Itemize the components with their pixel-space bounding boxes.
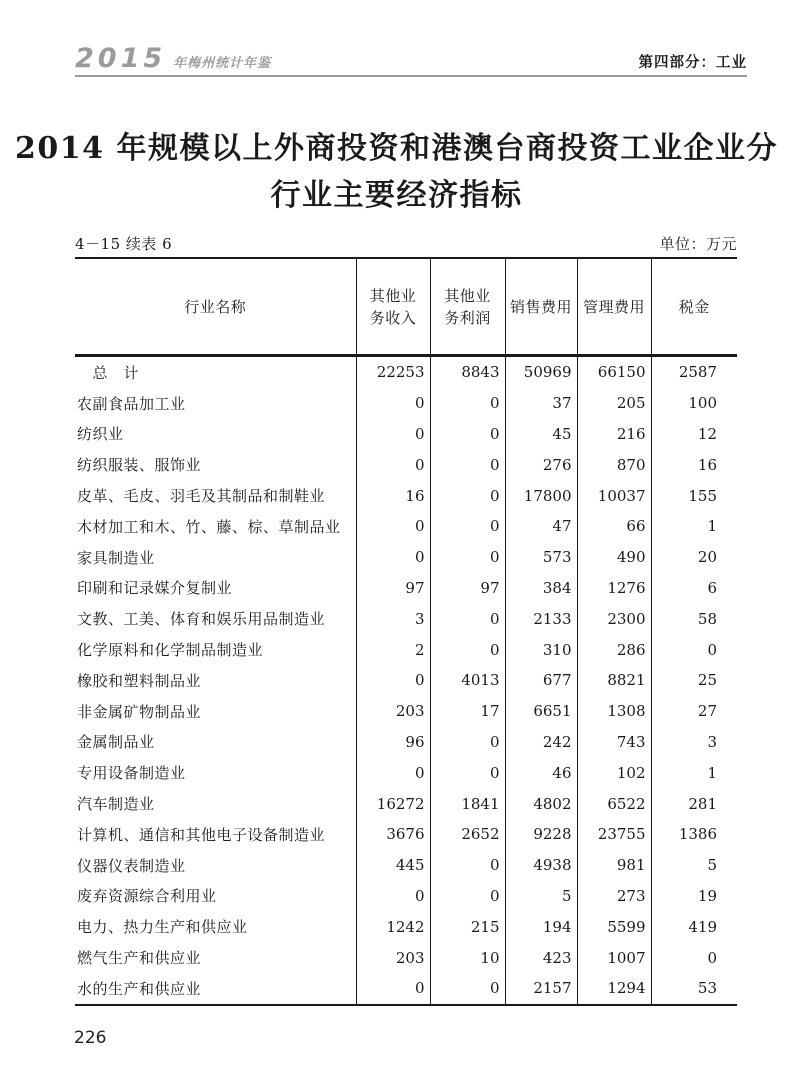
table-row [75,542,737,573]
value-cell: 384 [505,573,577,604]
industry-name-cell: 废弃资源综合利用业 [77,887,217,906]
industry-name-cell: 非金属矿物制品业 [77,702,202,721]
value-cell: 155 [651,480,737,511]
industry-name-cell: 农副食品加工业 [77,394,186,413]
unit-label: 单位：万元 [659,235,737,253]
value-cell: 1841 [430,788,505,819]
table-row [75,356,737,388]
value-cell: 1007 [577,942,651,973]
table-row [75,573,737,604]
table-row [75,634,737,665]
value-cell: 4938 [505,850,577,881]
value-cell: 10 [430,942,505,973]
value-cell: 37 [505,388,577,419]
value-cell: 419 [651,911,737,942]
table-row [75,881,737,912]
value-cell: 97 [356,573,430,604]
section-label: 第四部分：工业 [638,55,747,71]
table-row [75,696,737,727]
industry-name-cell: 木材加工和木、竹、藤、棕、草制品业 [77,517,341,536]
industry-name-cell: 橡胶和塑料制品业 [77,671,202,690]
page-number: 226 [74,1028,107,1048]
table-row [75,850,737,881]
value-cell: 0 [356,511,430,542]
table-row [75,973,737,1005]
value-cell: 53 [651,973,737,1005]
value-cell: 0 [430,757,505,788]
table-meta [75,233,737,254]
value-cell: 2 [356,634,430,665]
column-header: 销售费用 [505,258,577,356]
value-cell: 276 [505,449,577,480]
value-cell: 46 [505,757,577,788]
table-row [75,603,737,634]
value-cell: 66 [577,511,651,542]
value-cell: 8821 [577,665,651,696]
table-row [75,727,737,758]
industry-name-cell: 燃气生产和供应业 [77,949,202,968]
value-cell: 2587 [651,356,737,388]
column-header: 行业名称 [75,258,356,356]
value-cell: 0 [430,419,505,450]
table-row [75,511,737,542]
value-cell: 194 [505,911,577,942]
value-cell: 0 [356,449,430,480]
value-cell: 310 [505,634,577,665]
title-line-1: 2014 年规模以上外商投资和港澳台商投资工业企业分 [15,131,778,166]
value-cell: 490 [577,542,651,573]
value-cell: 4013 [430,665,505,696]
value-cell: 281 [651,788,737,819]
value-cell: 50969 [505,356,577,388]
value-cell: 5 [651,850,737,881]
industry-name-cell: 金属制品业 [77,733,155,752]
value-cell: 10037 [577,480,651,511]
value-cell: 0 [430,881,505,912]
value-cell: 1386 [651,819,737,850]
table-row [75,942,737,973]
table-header-row [75,258,737,356]
industry-name-cell: 专用设备制造业 [77,764,186,783]
value-cell: 97 [430,573,505,604]
value-cell: 743 [577,727,651,758]
value-cell: 573 [505,542,577,573]
value-cell: 273 [577,881,651,912]
value-cell: 1294 [577,973,651,1005]
value-cell: 22253 [356,356,430,388]
value-cell: 47 [505,511,577,542]
table-row [75,419,737,450]
value-cell: 2133 [505,603,577,634]
value-cell: 205 [577,388,651,419]
industry-name-cell: 仪器仪表制造业 [77,856,186,875]
table-body [75,356,737,1005]
value-cell: 0 [430,727,505,758]
value-cell: 0 [430,542,505,573]
value-cell: 215 [430,911,505,942]
value-cell: 6 [651,573,737,604]
value-cell: 16 [356,480,430,511]
industry-name-cell: 家具制造业 [77,548,155,567]
value-cell: 0 [430,850,505,881]
value-cell: 17 [430,696,505,727]
value-cell: 4802 [505,788,577,819]
table-number: 4－15 续表 6 [75,235,173,253]
industry-name-cell: 计算机、通信和其他电子设备制造业 [77,825,326,844]
value-cell: 2652 [430,819,505,850]
value-cell: 0 [356,757,430,788]
value-cell: 0 [430,634,505,665]
value-cell: 0 [430,449,505,480]
value-cell: 870 [577,449,651,480]
page-header [75,40,747,77]
value-cell: 0 [651,942,737,973]
value-cell: 16 [651,449,737,480]
value-cell: 45 [505,419,577,450]
value-cell: 58 [651,603,737,634]
logo-year: 2015 [75,43,167,74]
table-row [75,388,737,419]
value-cell: 0 [430,973,505,1005]
value-cell: 0 [430,388,505,419]
value-cell: 23755 [577,819,651,850]
table-wrap [75,257,737,1006]
value-cell: 1276 [577,573,651,604]
logo-suffix: 年梅州统计年鉴 [173,56,272,71]
column-header: 税金 [651,258,737,356]
industry-name-cell: 文教、工美、体育和娱乐用品制造业 [77,610,326,629]
value-cell: 445 [356,850,430,881]
value-cell: 102 [577,757,651,788]
industry-name-cell: 纺织服装、服饰业 [77,456,202,475]
value-cell: 2300 [577,603,651,634]
industry-name-cell: 电力、热力生产和供应业 [77,918,248,937]
industry-name-cell: 总 计 [77,363,140,382]
value-cell: 19 [651,881,737,912]
value-cell: 203 [356,942,430,973]
value-cell: 5599 [577,911,651,942]
value-cell: 0 [356,388,430,419]
value-cell: 0 [356,881,430,912]
column-header: 管理费用 [577,258,651,356]
value-cell: 0 [430,603,505,634]
value-cell: 96 [356,727,430,758]
industry-name-cell: 汽车制造业 [77,795,155,814]
table-row [75,757,737,788]
value-cell: 1 [651,757,737,788]
value-cell: 0 [356,665,430,696]
value-cell: 2157 [505,973,577,1005]
main-table [75,257,737,1006]
industry-name-cell: 化学原料和化学制品制造业 [77,641,264,660]
value-cell: 8843 [430,356,505,388]
value-cell: 12 [651,419,737,450]
value-cell: 27 [651,696,737,727]
yearbook-logo [75,45,271,72]
page-title [0,125,793,219]
value-cell: 6522 [577,788,651,819]
industry-name-cell: 纺织业 [77,425,124,444]
value-cell: 5 [505,881,577,912]
value-cell: 981 [577,850,651,881]
table-row [75,819,737,850]
value-cell: 3 [356,603,430,634]
industry-name-cell: 印刷和记录媒介复制业 [77,579,233,598]
value-cell: 0 [430,511,505,542]
value-cell: 423 [505,942,577,973]
value-cell: 0 [430,480,505,511]
value-cell: 17800 [505,480,577,511]
value-cell: 16272 [356,788,430,819]
value-cell: 100 [651,388,737,419]
table-row [75,480,737,511]
value-cell: 0 [356,542,430,573]
value-cell: 203 [356,696,430,727]
value-cell: 0 [651,634,737,665]
title-line-2: 行业主要经济指标 [270,178,523,213]
industry-name-cell: 皮革、毛皮、羽毛及其制品和制鞋业 [77,487,326,506]
table-row [75,665,737,696]
value-cell: 1242 [356,911,430,942]
value-cell: 3676 [356,819,430,850]
industry-name-cell: 水的生产和供应业 [77,979,202,998]
value-cell: 3 [651,727,737,758]
value-cell: 216 [577,419,651,450]
value-cell: 1308 [577,696,651,727]
value-cell: 242 [505,727,577,758]
table-row [75,788,737,819]
value-cell: 20 [651,542,737,573]
value-cell: 677 [505,665,577,696]
value-cell: 286 [577,634,651,665]
value-cell: 0 [356,419,430,450]
table-row [75,449,737,480]
value-cell: 9228 [505,819,577,850]
column-header: 其他业 务利润 [430,258,505,356]
value-cell: 66150 [577,356,651,388]
value-cell: 25 [651,665,737,696]
value-cell: 1 [651,511,737,542]
value-cell: 0 [356,973,430,1005]
table-row [75,911,737,942]
value-cell: 6651 [505,696,577,727]
column-header: 其他业 务收入 [356,258,430,356]
